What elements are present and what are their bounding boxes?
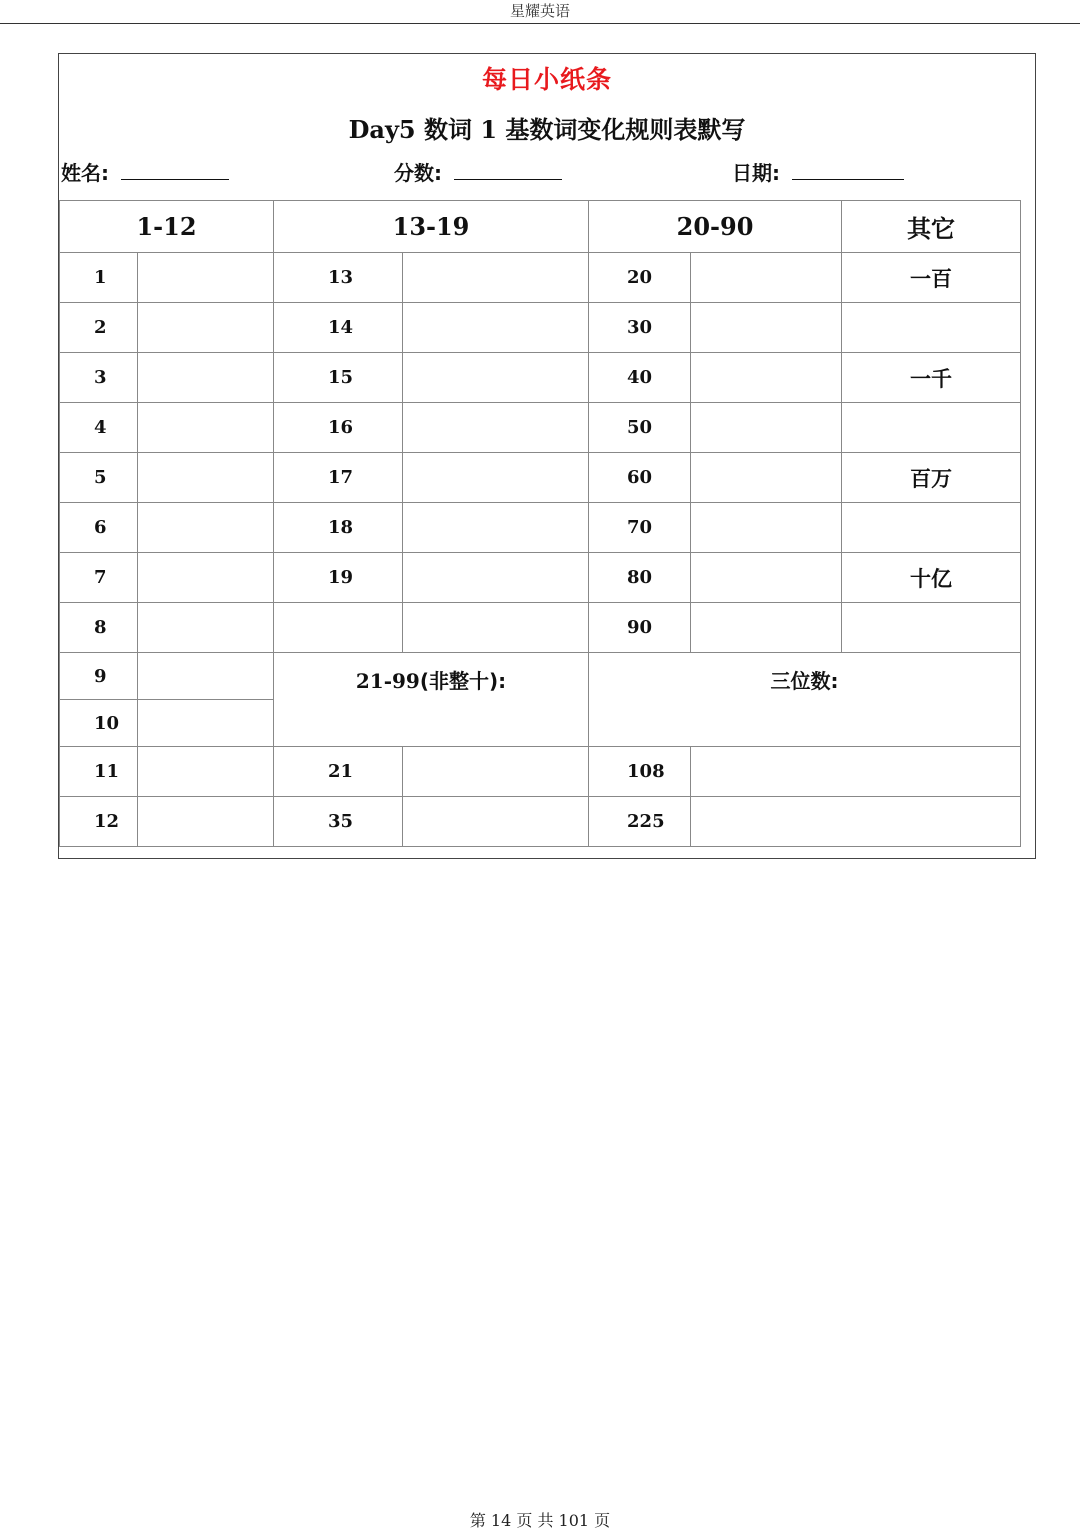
number-cell: 90 (589, 603, 691, 653)
score-blank[interactable] (454, 161, 562, 180)
answer-cell[interactable] (691, 553, 842, 603)
answer-cell[interactable] (138, 503, 274, 553)
date-label: 日期: (732, 161, 780, 185)
answer-cell[interactable] (691, 503, 842, 553)
number-table (59, 200, 1021, 847)
table-row (60, 503, 1021, 553)
answer-cell[interactable] (403, 453, 589, 503)
answer-cell[interactable] (138, 603, 274, 653)
table-row (60, 653, 1021, 700)
answer-cell[interactable] (403, 503, 589, 553)
table-row (60, 747, 1021, 797)
running-header: 星耀英语 (509, 2, 570, 20)
other-answer-cell[interactable] (842, 503, 1021, 553)
other-number-cell: 十亿 (842, 553, 1021, 603)
number-cell: 20 (589, 253, 691, 303)
number-cell: 13 (274, 253, 403, 303)
score-field (394, 157, 562, 186)
three-digit-section[interactable] (589, 653, 1021, 747)
number-cell: 70 (589, 503, 691, 553)
table-row (60, 553, 1021, 603)
answer-cell[interactable] (138, 700, 274, 747)
other-number-cell: 一百 (842, 253, 1021, 303)
other-answer-cell[interactable] (842, 403, 1021, 453)
answer-cell[interactable] (403, 253, 589, 303)
number-cell: 2 (60, 303, 138, 353)
number-cell[interactable] (274, 603, 403, 653)
number-cell: 225 (589, 797, 691, 847)
table-row (60, 353, 1021, 403)
header-divider (0, 23, 1080, 24)
answer-cell[interactable] (403, 603, 589, 653)
answer-cell[interactable] (138, 453, 274, 503)
other-answer-cell[interactable] (842, 603, 1021, 653)
answer-cell[interactable] (138, 553, 274, 603)
answer-cell[interactable] (403, 747, 589, 797)
number-cell: 8 (60, 603, 138, 653)
answer-cell[interactable] (138, 747, 274, 797)
number-cell: 10 (60, 700, 138, 747)
number-cell: 30 (589, 303, 691, 353)
name-label: 姓名: (61, 161, 109, 185)
answer-cell[interactable] (691, 303, 842, 353)
compound-numbers-section[interactable] (274, 653, 589, 747)
answer-cell[interactable] (138, 353, 274, 403)
answer-cell[interactable] (691, 603, 842, 653)
number-cell: 15 (274, 353, 403, 403)
three-digit-label: 三位数: (770, 669, 839, 693)
number-cell: 1 (60, 253, 138, 303)
table-row (60, 303, 1021, 353)
answer-cell[interactable] (691, 453, 842, 503)
table-row (60, 797, 1021, 847)
number-cell: 14 (274, 303, 403, 353)
number-cell: 4 (60, 403, 138, 453)
number-cell: 80 (589, 553, 691, 603)
number-cell: 50 (589, 403, 691, 453)
answer-cell[interactable] (403, 403, 589, 453)
number-cell: 5 (60, 453, 138, 503)
score-label: 分数: (394, 161, 442, 185)
date-blank[interactable] (792, 161, 904, 180)
answer-cell[interactable] (138, 797, 274, 847)
table-row (60, 453, 1021, 503)
table-row (60, 403, 1021, 453)
answer-cell[interactable] (403, 353, 589, 403)
date-field (732, 157, 904, 186)
other-number-cell: 一千 (842, 353, 1021, 403)
answer-cell[interactable] (691, 403, 842, 453)
answer-cell[interactable] (403, 797, 589, 847)
number-cell: 7 (60, 553, 138, 603)
other-number-cell: 百万 (842, 453, 1021, 503)
brand-title: 每日小纸条 (481, 65, 612, 94)
other-answer-cell[interactable] (842, 303, 1021, 353)
page-footer: 第 14 页 共 101 页 (469, 1511, 611, 1530)
column-header: 13-19 (274, 201, 589, 253)
answer-cell[interactable] (403, 553, 589, 603)
number-cell: 9 (60, 653, 138, 700)
column-header: 其它 (842, 201, 1021, 253)
number-cell: 11 (60, 747, 138, 797)
number-cell: 35 (274, 797, 403, 847)
answer-cell[interactable] (691, 353, 842, 403)
column-header: 20-90 (589, 201, 842, 253)
number-cell: 60 (589, 453, 691, 503)
column-header: 1-12 (60, 201, 274, 253)
worksheet (58, 53, 1036, 859)
table-header-row (60, 201, 1021, 253)
number-cell: 18 (274, 503, 403, 553)
answer-cell[interactable] (138, 303, 274, 353)
answer-cell[interactable] (403, 303, 589, 353)
number-cell: 16 (274, 403, 403, 453)
name-field (61, 157, 229, 186)
number-cell: 40 (589, 353, 691, 403)
answer-cell[interactable] (691, 747, 1021, 797)
answer-cell[interactable] (138, 253, 274, 303)
answer-cell[interactable] (691, 253, 842, 303)
table-row (60, 253, 1021, 303)
number-cell: 19 (274, 553, 403, 603)
answer-cell[interactable] (138, 403, 274, 453)
number-cell: 21 (274, 747, 403, 797)
number-cell: 17 (274, 453, 403, 503)
number-cell: 108 (589, 747, 691, 797)
number-cell: 6 (60, 503, 138, 553)
worksheet-title: Day5 数词 1 基数词变化规则表默写 (348, 115, 746, 144)
number-cell: 3 (60, 353, 138, 403)
answer-cell[interactable] (691, 797, 1021, 847)
number-cell: 12 (60, 797, 138, 847)
compound-range-label: 21-99 (355, 669, 420, 693)
name-blank[interactable] (121, 161, 229, 180)
compound-range-note: (非整十): (419, 669, 507, 693)
table-row (60, 603, 1021, 653)
answer-cell[interactable] (138, 653, 274, 700)
